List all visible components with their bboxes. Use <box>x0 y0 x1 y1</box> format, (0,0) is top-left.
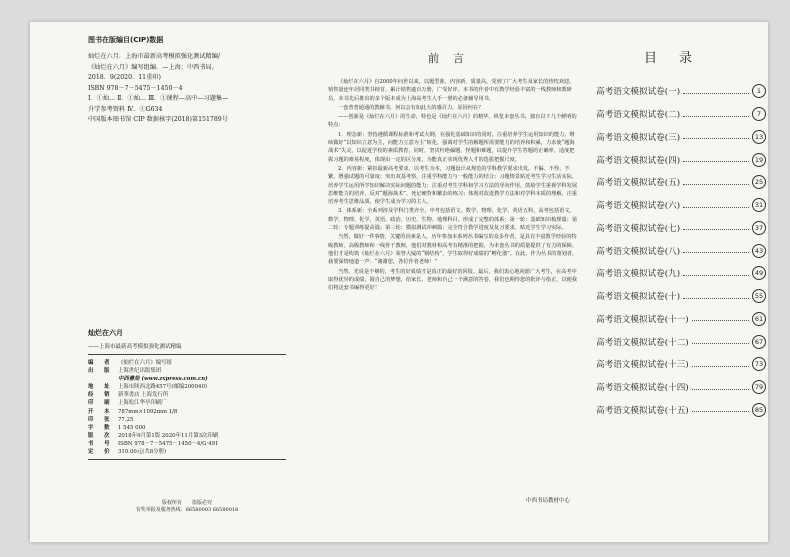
toc-leader-dots <box>683 161 749 162</box>
info-row <box>88 383 288 391</box>
info-label: 编 者 <box>88 360 110 366</box>
preface-paragraph: 3．体系新：全系列涉及学科门类齐全，中考包括语文、数学、物理、化学、英语五科，高考包括语文、数学、物理、化学、英语、政治、历史、生物、地理科目。形成了完整的体系：第一轮：基础知识梳理篇；第二轮：专题训练提高篇；第三轮：模拟测试冲刺篇；完全符合教学进度及复习要求，贴近学生学习实际。 <box>328 208 578 232</box>
toc-item-label: 高考语文模拟试卷(六) <box>596 201 681 212</box>
toc-leader-dots <box>692 366 749 367</box>
preface-paragraph: 2．内容新：紧扣最新高考要求，以考生为本，习题设计从规范的学科教学要求出发，不偏、不怪、不繁，增强试题的可靠度；突出双基考察，注重学科能力与一般能力的结合；习题情景贴近考生学习生活实际，培养学生运用所学知识解决实际问题的能力；注重对考生学科和学习方法的导向作用，鼓励学生重视学科发展思维能力的培养，反对“题海战术”、死记硬背和繁杂的练习；体现对改进教学方法和对学科本质的理解，注重培养考生思维品质，使学生成为学习的主人。 <box>328 165 578 206</box>
cip-line: 《灿烂在六月》编写组编．—上海：中西书局， <box>88 63 218 71</box>
toc-page-number: 79 <box>752 380 766 394</box>
copyright-notice <box>88 500 286 514</box>
toc-leader-dots <box>692 389 749 390</box>
info-value: 《灿烂在六月》编写组 <box>118 360 172 366</box>
toc-page <box>590 22 768 542</box>
preface-paragraph: 一套普普通通的教辅书，何以会有如此大的感召力，原因何在？ <box>338 104 484 111</box>
toc-item[interactable] <box>596 148 766 171</box>
info-value: 1 545 000 <box>118 424 146 431</box>
toc-leader-dots <box>683 207 749 208</box>
toc-leader-dots <box>683 93 749 94</box>
info-row <box>88 440 288 448</box>
toc-page-number: 7 <box>752 107 766 121</box>
cip-line: 灿烂在六月．上海市最新高考模拟强化测试精编/ <box>88 53 221 60</box>
toc-item[interactable] <box>596 399 766 422</box>
info-row <box>88 448 288 456</box>
toc-item-label: 高考语文模拟试卷(十) <box>596 292 681 303</box>
toc-leader-dots <box>692 343 749 344</box>
info-label <box>88 375 118 383</box>
toc-leader-dots <box>683 252 749 253</box>
info-value: 77.25 <box>118 416 134 423</box>
toc-page-number: 85 <box>752 403 766 417</box>
info-value: 上海世纪出版集团 <box>118 368 162 375</box>
toc-item[interactable] <box>596 353 766 376</box>
publication-info <box>88 359 288 456</box>
toc-item-label: 高考语文模拟试卷(十二) <box>596 337 689 348</box>
toc-item[interactable] <box>596 330 766 353</box>
cip-line: Ⅰ．①灿… Ⅱ．①灿… Ⅲ．①课程—高中—习题集— <box>88 95 229 102</box>
toc-list <box>596 80 766 421</box>
info-row <box>88 367 288 375</box>
preface-paragraph: 当然，光说是不够的，考生的好成绩才是真正的最好的回报。最后，我们衷心地祝愿广大考生，在高考中取得优异的成绩，圆自己的梦想，给家长、老师和自己一个满意的答卷，我们也期待您的批评与指正，以便我们将这套书编得更好！ <box>328 268 578 292</box>
info-label: 印 刷 <box>88 400 110 407</box>
preface-signature: 中西书局教材中心 <box>525 498 570 504</box>
toc-leader-dots <box>683 138 749 139</box>
info-label: 印 张 <box>88 416 110 423</box>
toc-page-number: 1 <box>752 84 766 98</box>
info-value: 2018年9月第1版 2020年11月第3次印刷 <box>118 432 219 439</box>
cip-line: 中国版本图书馆 CIP 数据核字(2018)第151789号 <box>88 116 228 123</box>
info-label: 版 次 <box>88 432 110 439</box>
cip-heading: 图书在版编目(CIP)数据 <box>88 36 164 44</box>
toc-item[interactable] <box>596 217 766 240</box>
copyright-line: 版权所有 盗版必究 <box>161 500 212 506</box>
info-label: 书 号 <box>88 440 110 447</box>
info-label: 字 数 <box>88 424 110 431</box>
toc-leader-dots <box>683 116 749 117</box>
divider <box>88 459 286 460</box>
toc-leader-dots <box>683 298 749 299</box>
toc-item-label: 高考语文模拟试卷(五) <box>596 178 681 189</box>
info-label: 出 版 <box>88 368 110 375</box>
preface-body <box>328 78 578 293</box>
preface-paragraph: 1．理念新：坚持遵循课程标准和考试大纲，在强化基础知识的同时，注重培养学生运用知识的能力，继续做好“以知识立意为主，向能力立意为主”转化，强调对学生的解题所需要能力的培养和积累，力求使“题海战术”失灵，以促进学校的素质教育。同时，坚决杜绝偏题、怪题和难题，以提升学生答题的正确率，适度把握习题的难易程度，体现由一定的区分度，为能真正实现优秀人才的选拔把握尺度。 <box>328 131 575 163</box>
toc-item[interactable] <box>596 239 766 262</box>
cip-line: 升学参考资料 Ⅳ．①G634 <box>88 105 163 113</box>
toc-item[interactable] <box>596 285 766 308</box>
info-value: 新華書店 上海发行所 <box>118 392 169 399</box>
toc-item-label: 高考语文模拟试卷(十五) <box>596 405 689 416</box>
toc-item-label: 高考语文模拟试卷(十一) <box>596 314 689 325</box>
info-row <box>88 391 288 399</box>
toc-page-number: 25 <box>752 175 766 189</box>
toc-page-number: 43 <box>752 244 766 258</box>
info-label: 地 址 <box>88 384 110 391</box>
toc-page-number: 19 <box>752 153 766 167</box>
toc-title: 目录 <box>643 51 714 66</box>
info-value: 上海松江华亭印刷厂 <box>118 400 167 407</box>
info-label: 定 价 <box>88 449 110 456</box>
info-row <box>88 359 288 367</box>
info-row <box>88 399 288 407</box>
toc-item[interactable] <box>596 126 766 149</box>
toc-item-label: 高考语文模拟试卷(三) <box>596 132 681 143</box>
info-value: 上海市陕西北路457号(邮编200040) <box>118 384 207 391</box>
cip-text <box>88 52 288 126</box>
preface-title: 前言 <box>428 52 478 65</box>
toc-item[interactable] <box>596 171 766 194</box>
toc-item[interactable] <box>596 194 766 217</box>
info-label: 开 本 <box>88 408 110 415</box>
toc-item-label: 高考语文模拟试卷(二) <box>596 110 681 121</box>
toc-leader-dots <box>692 411 749 412</box>
preface-paragraph: 《灿烂在六月》自2000年问世以来，以题型准、内容新、质量高，受到了广大考生及家长的热忱欢迎。销售量连年居同类书榜首，累计销售逾百万册，广受好评。本书的作者中有教学经验丰富的一线教师和教研员，本书先后推出的多个版本成为上海高考生人手一册的必备辅导用书。 <box>328 79 575 102</box>
toc-page-number: 55 <box>752 289 766 303</box>
toc-page-number: 31 <box>752 198 766 212</box>
toc-leader-dots <box>683 275 749 276</box>
toc-leader-dots <box>692 320 749 321</box>
preface-paragraph: 当然，做好一件事情，关键的因素是人。历年参加本系列丛书编写的众多作者，是具有丰富教学经验的特级教师、高级教师和一线骨干教师，他们对教材和高考有精准的把握，为本套丛书的质量提供了有力的保障。他们才是构筑《灿烂在六月》荣誉大厦的“钢结构”，学生取得好成绩的“孵化器”。在此，作为丛书的策划者，我要深情地道一声：“谢谢您，各位作者老师！” <box>328 234 578 266</box>
toc-item-label: 高考语文模拟试卷(十四) <box>596 383 689 394</box>
info-row <box>88 424 288 432</box>
book-spread <box>30 22 768 542</box>
copyright-page <box>30 22 296 542</box>
toc-item[interactable] <box>596 262 766 285</box>
book-subtitle: ——上海市最新高考模拟强化测试精编 <box>88 344 182 350</box>
hotline-line: 有奖举报及服务热线：66580003 66580018 <box>135 507 239 513</box>
info-value: 787mm×1092mm 1/8 <box>118 408 178 415</box>
toc-item[interactable] <box>596 376 766 399</box>
toc-leader-dots <box>683 184 749 185</box>
toc-page-number: 61 <box>752 312 766 326</box>
toc-item[interactable] <box>596 308 766 331</box>
toc-page-number: 13 <box>752 130 766 144</box>
toc-item-label: 高考语文模拟试卷(十三) <box>596 360 689 371</box>
toc-page-number: 73 <box>752 357 766 371</box>
toc-page-number: 67 <box>752 335 766 349</box>
info-row <box>88 375 288 383</box>
toc-item-label: 高考语文模拟试卷(九) <box>596 269 681 280</box>
info-row <box>88 432 288 440</box>
info-value: ISBN 978－7－5475－1450－4/G·491 <box>118 440 219 447</box>
toc-item-label: 高考语文模拟试卷(四) <box>596 155 681 166</box>
info-row <box>88 416 288 424</box>
toc-item[interactable] <box>596 80 766 103</box>
preface-page <box>328 22 578 542</box>
book-title: 灿烂在六月 <box>88 329 123 337</box>
divider <box>88 354 286 355</box>
toc-item[interactable] <box>596 103 766 126</box>
cip-line: ISBN 978－7－5475－1450－4 <box>88 84 183 92</box>
cip-line: 2018．9(2020．11重印) <box>88 74 161 81</box>
info-label: 经 销 <box>88 392 110 399</box>
toc-item-label: 高考语文模拟试卷(八) <box>596 246 681 257</box>
info-value: 310.00元(共8分册) <box>118 449 167 456</box>
info-row <box>88 408 288 416</box>
toc-page-number: 37 <box>752 221 766 235</box>
toc-page-number: 49 <box>752 266 766 280</box>
toc-leader-dots <box>683 229 749 230</box>
toc-item-label: 高考语文模拟试卷(一) <box>596 87 681 98</box>
info-value: 中西書局 (www.zxpress.com.cn) <box>118 376 208 383</box>
toc-item-label: 高考语文模拟试卷(七) <box>596 223 681 234</box>
preface-paragraph: ——创新是《灿烂在六月》的生命，特色是《灿烂在六月》的精华。纵览本套丛书，独有以下几个鲜明的特点： <box>328 114 577 129</box>
